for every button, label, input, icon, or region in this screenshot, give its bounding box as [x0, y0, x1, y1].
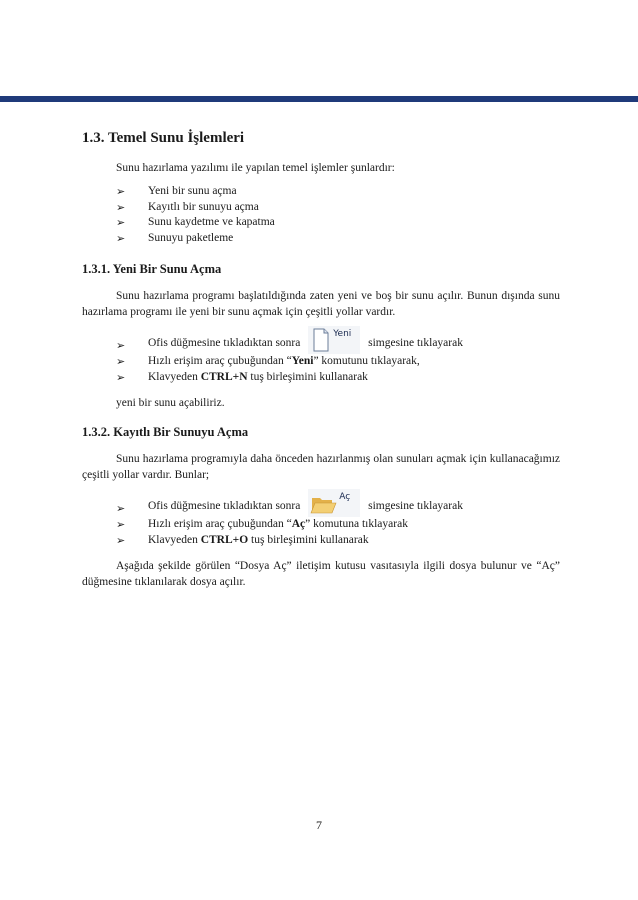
bullet-arrow-icon: ➢ — [116, 339, 126, 352]
list-item: ➢ Sunuyu paketleme — [116, 231, 234, 245]
intro-text: Sunu hazırlama yazılımı ile yapılan temel işlemler şunlardır: — [116, 162, 395, 174]
list-item: ➢ Ofis düğmesine tıkladıktan sonra Yeni simgesine tıklayarak — [82, 326, 560, 348]
open-icon-label: Aç — [339, 492, 351, 502]
bullet-arrow-icon: ➢ — [116, 355, 126, 368]
list-item: ➢ Hızlı erişim araç çubuğundan “Aç” komutuna tıklayarak — [116, 518, 408, 531]
new-icon-label: Yeni — [333, 329, 352, 339]
bullet-arrow-icon: ➢ — [116, 502, 126, 515]
bullet-arrow-icon: ➢ — [116, 370, 126, 384]
header-rule — [0, 96, 638, 102]
new-presentation-paragraph: Sunu hazırlama programı başlatıldığında zaten yeni ve boş bir sunu açılır. Bunun dışında sunu hazırlama programı ile yeni bir sunu açmak için çeşitli yollar vardır. — [82, 290, 560, 318]
list-item: ➢ Kayıtlı bir sunuyu açma — [116, 200, 259, 214]
bullet-arrow-icon: ➢ — [116, 533, 126, 547]
open-folder-icon — [306, 489, 362, 519]
bullet-arrow-icon: ➢ — [116, 200, 126, 214]
bullet-arrow-icon: ➢ — [116, 518, 126, 531]
open-presentation-steps — [82, 489, 560, 548]
bullet-arrow-icon: ➢ — [116, 231, 126, 245]
page-number: 7 — [316, 818, 322, 832]
bullet-arrow-icon: ➢ — [116, 185, 126, 198]
open-dialog-closing: Aşağıda şekilde görülen “Dosya Aç” iletişim kutusu vasıtasıyla ilgili dosya bulunur ve “Aç” düğmesine tıklanılarak dosya açılır. — [82, 560, 560, 588]
list-item: ➢ Klavyeden CTRL+O tuş birleşimini kullanarak — [116, 533, 369, 547]
new-document-icon — [306, 326, 362, 356]
list-item: ➢ Hızlı erişim araç çubuğundan “Yeni” komutunu tıklayarak, — [116, 355, 420, 368]
bullet-arrow-icon: ➢ — [116, 216, 126, 229]
list-item: ➢ Sunu kaydetme ve kapatma — [116, 216, 275, 229]
list-item: ➢ Ofis düğmesine tıkladıktan sonra Aç simgesine tıklayarak — [82, 489, 560, 511]
new-presentation-steps — [82, 326, 560, 385]
list-item: ➢ Klavyeden CTRL+N tuş birleşimini kullanarak — [116, 370, 368, 384]
list-item: ➢ Yeni bir sunu açma — [116, 185, 237, 198]
new-presentation-closing: yeni bir sunu açabiliriz. — [116, 397, 225, 409]
page-content — [82, 128, 560, 590]
section-heading-1-3: 1.3. Temel Sunu İşlemleri — [82, 130, 245, 146]
basic-operations-list — [82, 184, 560, 246]
open-presentation-paragraph: Sunu hazırlama programıyla daha önceden hazırlanmış olan sunuları açmak için kullanacağımız çeşitli yollar vardır. Bunlar; — [82, 453, 560, 481]
section-heading-1-3-2: 1.3.2. Kayıtlı Bir Sunuyu Açma — [82, 425, 249, 439]
section-heading-1-3-1: 1.3.1. Yeni Bir Sunu Açma — [82, 262, 222, 276]
